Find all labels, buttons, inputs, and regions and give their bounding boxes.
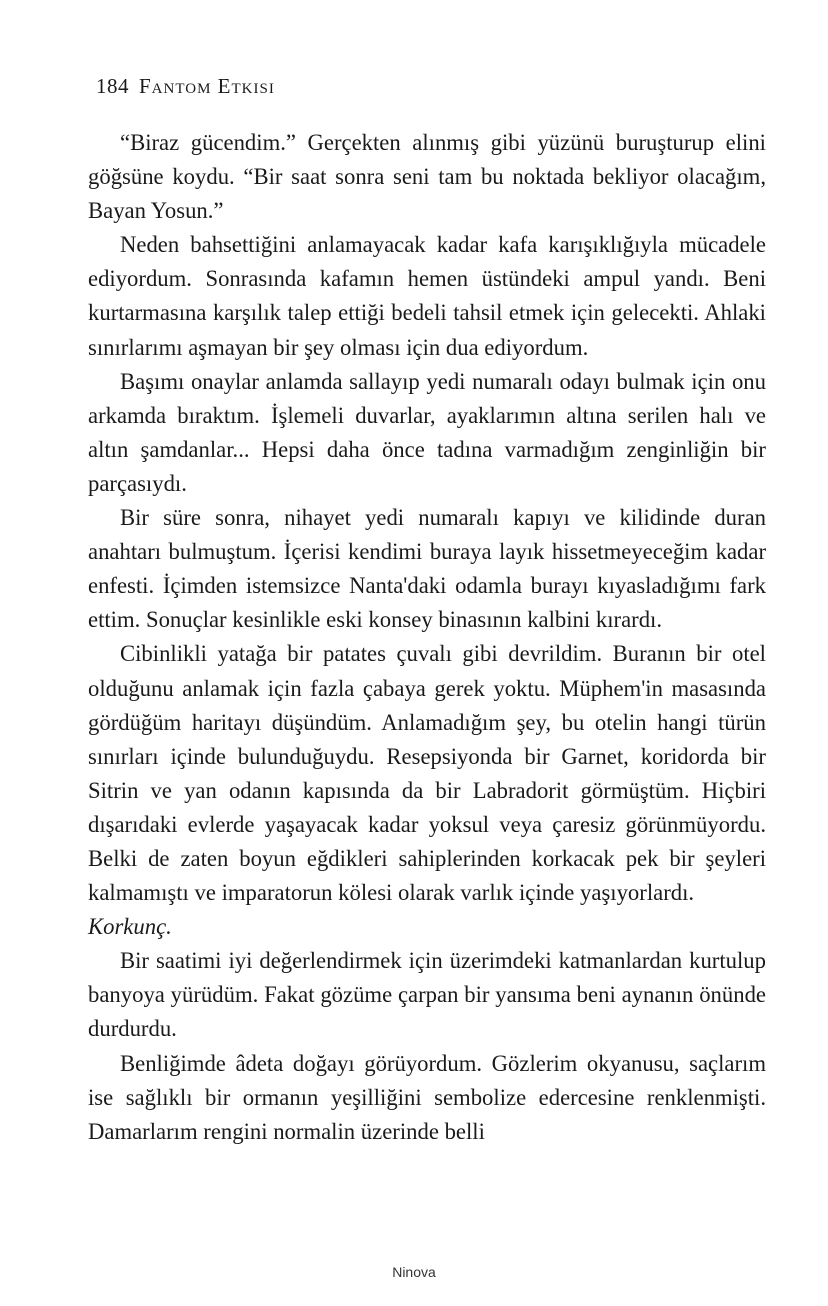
paragraph-4: Bir süre sonra, nihayet yedi numaralı kapıyı ve kilidinde duran anahtarı bulmuştum. İçerisi kendimi buraya layık hissetmeyeceğim kadar enfesti. İçimden istemsizce Nanta'daki odamla burayı kıyasladığımı fark ettim. Sonuçlar kesinlikle eski konsey binasının kalbini kırardı. bbox=[88, 505, 766, 633]
paragraph-6: Korkunç. bbox=[88, 914, 172, 940]
page-number: 184 bbox=[96, 74, 129, 98]
book-title: Fantom Etkisi bbox=[139, 74, 275, 98]
paragraph-7: Bir saatimi iyi değerlendirmek için üzerimdeki katmanlardan kurtulup banyoya yürüdüm. Fakat gözüme çarpan bir yansıma beni aynanın önünde durdurdu. bbox=[88, 948, 766, 1042]
running-header bbox=[96, 74, 275, 99]
body-text bbox=[88, 126, 766, 1149]
paragraph-2: Neden bahsettiğini anlamayacak kadar kafa karışıklığıyla mücadele ediyordum. Sonrasında kafamın hemen üstündeki ampul yandı. Beni kurtarmasına karşılık talep ettiği bedeli tahsil etmek için gelecekti. Ahlaki sınırlarımı aşmayan bir şey olması için dua ediyordum. bbox=[88, 232, 766, 360]
paragraph-5: Cibinlikli yatağa bir patates çuvalı gibi devrildim. Buranın bir otel olduğunu anlamak için fazla çabaya gerek yoktu. Müphem'in masasında gördüğüm haritayı düşündüm. Anlamadığım şey, bu otelin hangi türün sınırları içinde bulunduğuydu. Resepsiyonda bir Garnet, koridorda bir Sitrin ve yan odanın kapısında da bir Labradorit görmüştüm. Hiçbiri dışarıdaki evlerde yaşayacak kadar yoksul veya çaresiz görünmüyordu. Belki de zaten boyun eğdikleri sahiplerinden korkacak pek bir şeyleri kalmamıştı ve imparatorun kölesi olarak varlık içinde yaşıyorlardı. bbox=[88, 641, 766, 906]
publisher-footer: Ninova bbox=[392, 1264, 436, 1280]
paragraph-8: Benliğimde âdeta doğayı görüyordum. Gözlerim okyanusu, saçlarım ise sağlıklı bir ormanın yeşilliğini sembolize edercesine renklenmişti. Damarlarım rengini normalin üzerinde belli bbox=[88, 1050, 766, 1144]
paragraph-3: Başımı onaylar anlamda sallayıp yedi numaralı odayı bulmak için onu arkamda bıraktım. İşlemeli duvarlar, ayaklarımın altına serilen halı ve altın şamdanlar... Hepsi daha önce tadına varmadığım zenginliğin bir parçasıydı. bbox=[88, 368, 766, 496]
paragraph-1: “Biraz gücendim.” Gerçekten alınmış gibi yüzünü buruşturup elini göğsüne koydu. “Bir saat sonra seni tam bu noktada bekliyor olacağım, Bayan Yosun.” bbox=[88, 130, 766, 224]
